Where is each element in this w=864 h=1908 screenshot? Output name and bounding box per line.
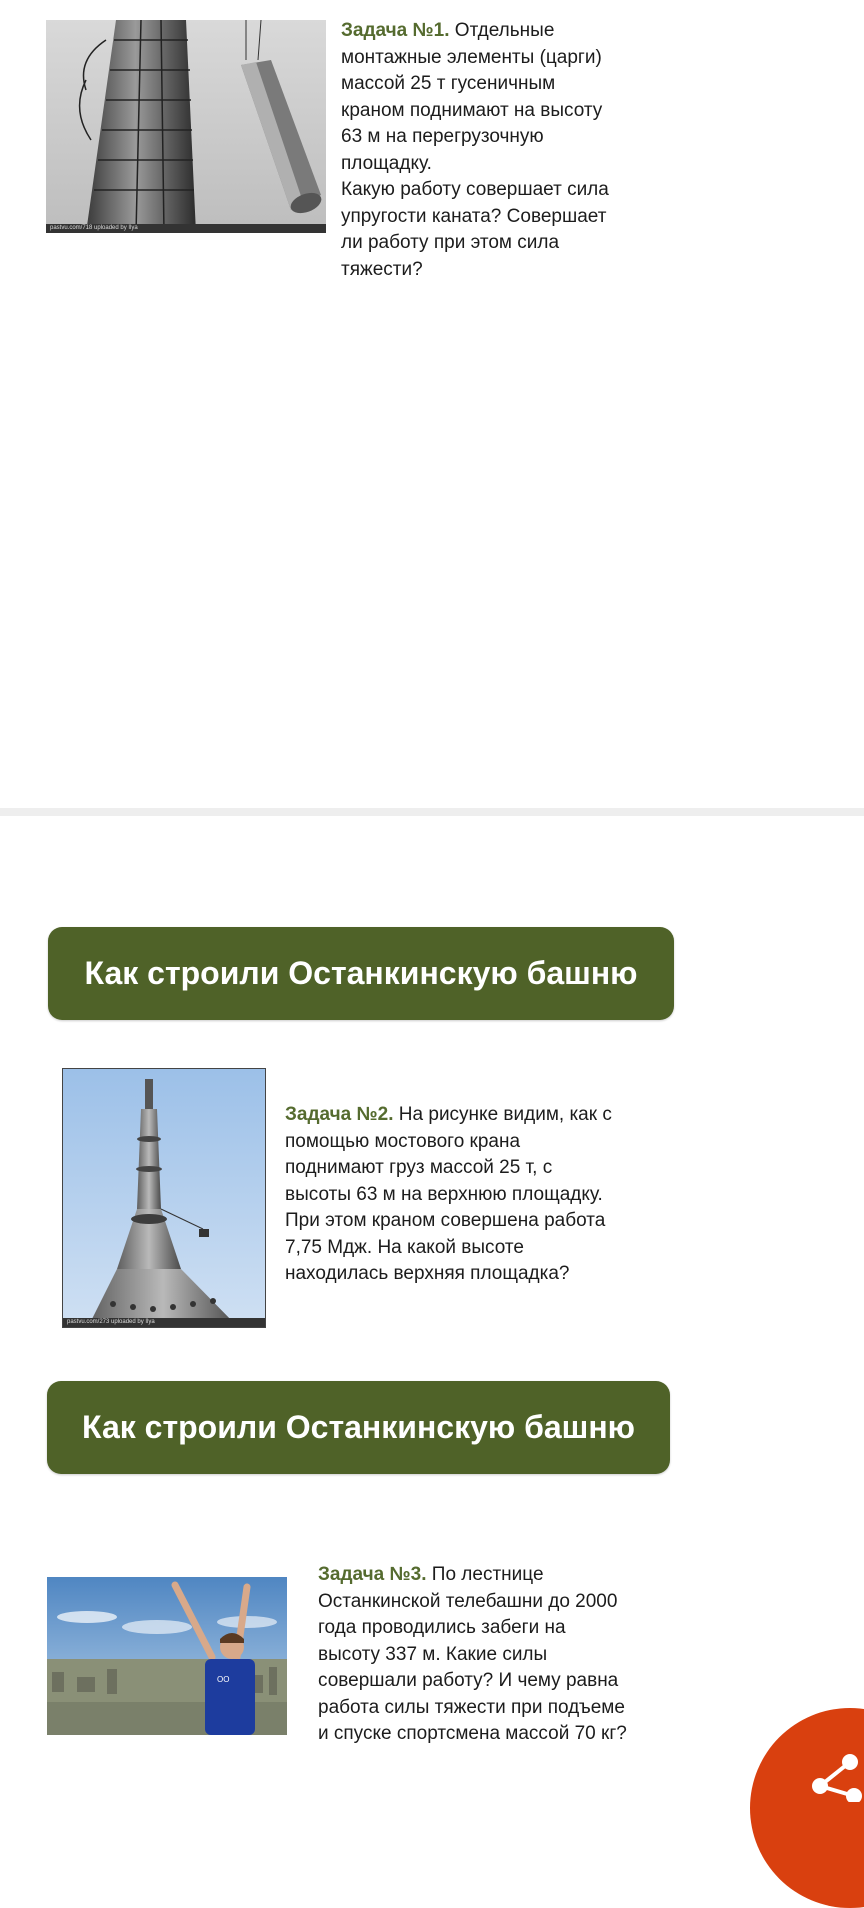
task-1-label: Задача №1. (341, 20, 450, 41)
banner-title: Как строили Останкинскую башню (82, 1409, 635, 1445)
tower-construction-photo (46, 20, 326, 233)
task-2-label: Задача №2. (285, 1104, 394, 1125)
svg-text:ОО: ОО (217, 1675, 230, 1684)
task-3-text: Задача №3. По лестнице Останкинской телебашни до 2000 года проводились забеги на высоту 337 м. Какие силы совершали работу? И чему равна работа силы тяжести при подъеме и спуске спортсмена массой 70 кг? (318, 1564, 627, 1744)
banner-title: Как строили Останкинскую башню (84, 955, 638, 991)
runner-photo (47, 1577, 287, 1735)
image-caption: pastvu.com/718 uploaded by Ilya (46, 224, 326, 233)
task-3-label: Задача №3. (318, 1564, 427, 1585)
section-banner (48, 927, 674, 1020)
section-banner-2 (47, 1381, 670, 1474)
slide-task-1 (0, 0, 864, 808)
task-1-text: Задача №1. Отдельные монтажные элементы (царги) массой 25 т гусеничным краном поднимают на высоту 63 м на перегрузочную площадку. Какую работу совершает сила упругости каната? Совершает ли работу при этом сила тяжести? (341, 20, 609, 280)
slide-divider (0, 808, 864, 816)
tower-crane-photo (62, 1068, 266, 1328)
slide-tasks-2-3 (0, 816, 864, 1795)
image-caption: pastvu.com/273 uploaded by Ilya (63, 1318, 265, 1327)
share-icon (810, 1746, 864, 1802)
task-2-text: Задача №2. На рисунке видим, как с помощью мостового крана поднимают груз массой 25 т, с высоты 63 м на верхнюю площадку. При этом краном совершена работа 7,75 Мдж. На какой высоте находилась верхняя площадка? (285, 1104, 612, 1284)
